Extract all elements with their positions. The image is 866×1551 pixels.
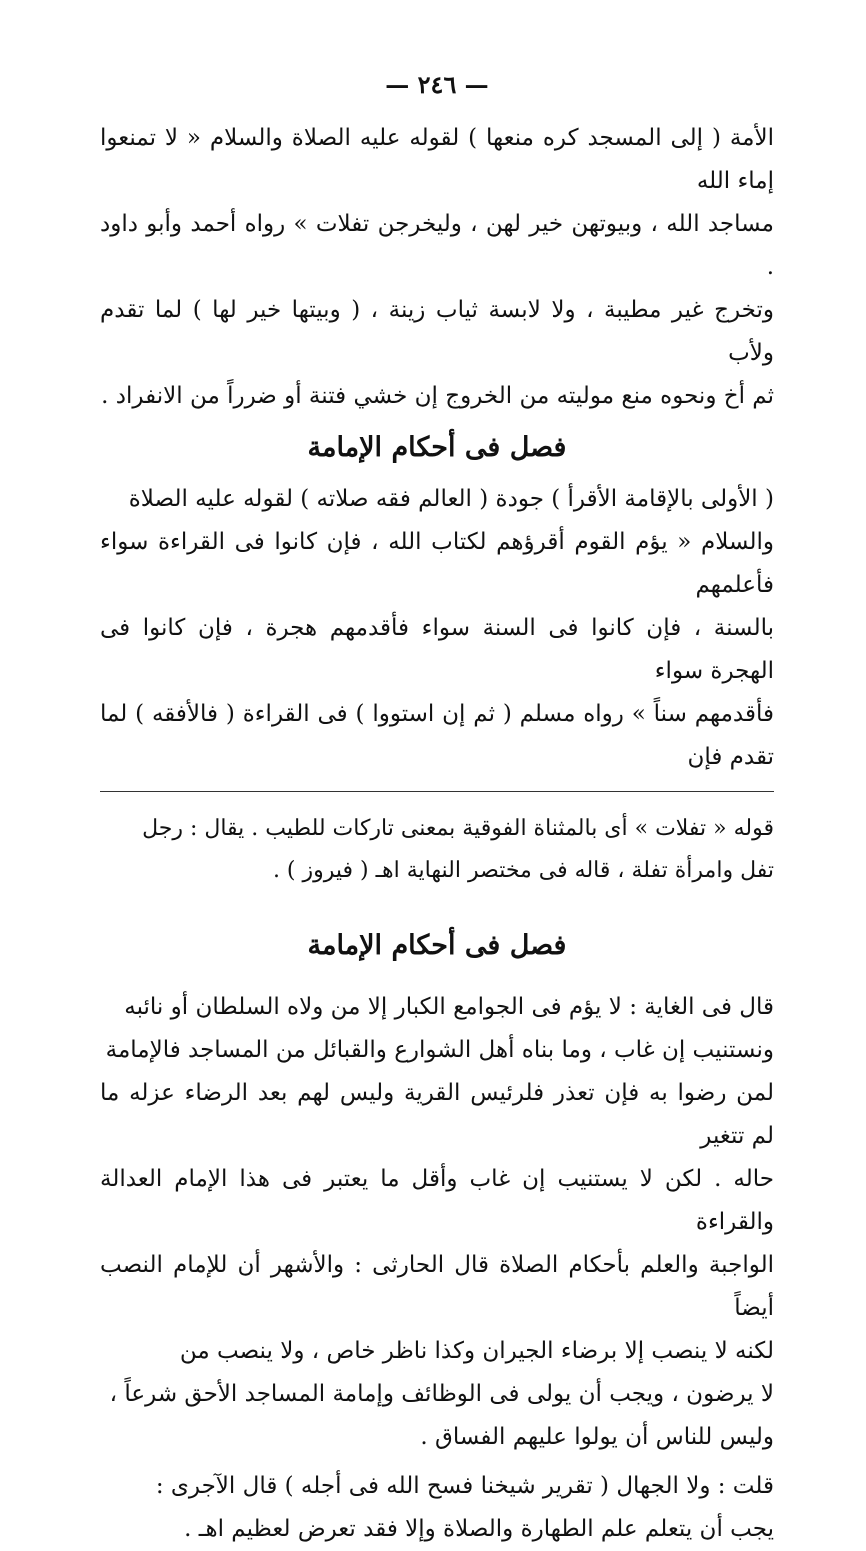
text-line: ونستنيب إن غاب ، وما بناه أهل الشوارع والقبائل من المساجد فالإمامة: [105, 1037, 774, 1063]
paragraph-most-worthy-imam: [100, 478, 774, 779]
text-line: قلت : ولا الجهال ( تقرير شيخنا فسح الله فى أجله ) قال الآجرى :: [155, 1473, 774, 1499]
footnote-divider: [100, 791, 774, 792]
section-heading-imamate: فصل فى أحكام الإمامة: [307, 432, 567, 463]
text-line: لمن رضوا به فإن تعذر فلرئيس القرية وليس لهم بعد الرضاء عزله ما لم تتغير: [100, 1080, 774, 1149]
text-line: ثم أخ ونحوه منع موليته من الخروج إن خشي فتنة أو ضرراً من الانفراد .: [101, 383, 774, 409]
text-line: فأقدمهم سناً » رواه مسلم ( ثم إن استووا ) فى القراءة ( فالأفقه ) لما تقدم فإن: [100, 701, 774, 770]
footnote-line: تفل وامرأة تفلة ، قاله فى مختصر النهاية اهـ ( فيروز ) .: [272, 858, 774, 883]
text-line: لكنه لا ينصب إلا برضاء الجيران وكذا ناظر خاص ، ولا ينصب من: [179, 1338, 774, 1364]
text-line: وليس للناس أن يولوا عليهم الفساق .: [420, 1424, 774, 1450]
text-line: حاله . لكن لا يستنيب إن غاب وأقل ما يعتبر فى هذا الإمام العدالة والقراءة: [100, 1166, 774, 1235]
text-line: ( الأولى بالإقامة الأقرأ ) جودة ( العالم فقه صلاته ) لقوله عليه الصلاة: [128, 486, 774, 512]
text-line: وتخرج غير مطيبة ، ولا لابسة ثياب زينة ، ( وبيتها خير لها ) لما تقدم ولأب: [100, 297, 774, 366]
footnote-line: قوله « تفلات » أى بالمثناة الفوقية بمعنى تاركات للطيب . يقال : رجل: [142, 816, 774, 841]
paragraph-ghaya-quote: [100, 986, 774, 1459]
page-number: — ٢٤٦ —: [385, 70, 489, 99]
text-line: قال فى الغاية : لا يؤم فى الجوامع الكبار إلا من ولاه السلطان أو نائبه: [124, 994, 774, 1020]
text-line: الواجبة والعلم بأحكام الصلاة قال الحارثى : والأشهر أن للإمام النصب أيضاً: [100, 1252, 774, 1321]
paragraph-ajurri-quote: [100, 1465, 774, 1551]
text-line: يجب أن يتعلم علم الطهارة والصلاة وإلا فقد تعرض لعظيم اهـ .: [184, 1516, 774, 1542]
text-line: الأمة ( إلى المسجد كره منعها ) لقوله عليه الصلاة والسلام « لا تمنعوا إماء الله: [100, 125, 774, 194]
text-line: مساجد الله ، وبيوتهن خير لهن ، وليخرجن تفلات » رواه أحمد وأبو داود .: [100, 211, 774, 280]
text-line: بالسنة ، فإن كانوا فى السنة سواء فأقدمهم هجرة ، فإن كانوا فى الهجرة سواء: [100, 615, 774, 684]
section-heading-imamate-notes: فصل فى أحكام الإمامة: [307, 930, 567, 961]
text-line: والسلام « يؤم القوم أقرؤهم لكتاب الله ، فإن كانوا فى القراءة سواء فأعلمهم: [100, 529, 774, 598]
text-line: لا يرضون ، ويجب أن يولى فى الوظائف وإمامة المساجد الأحق شرعاً ،: [109, 1381, 774, 1407]
footnote: [100, 808, 774, 892]
paragraph-women-mosque: [100, 117, 774, 418]
